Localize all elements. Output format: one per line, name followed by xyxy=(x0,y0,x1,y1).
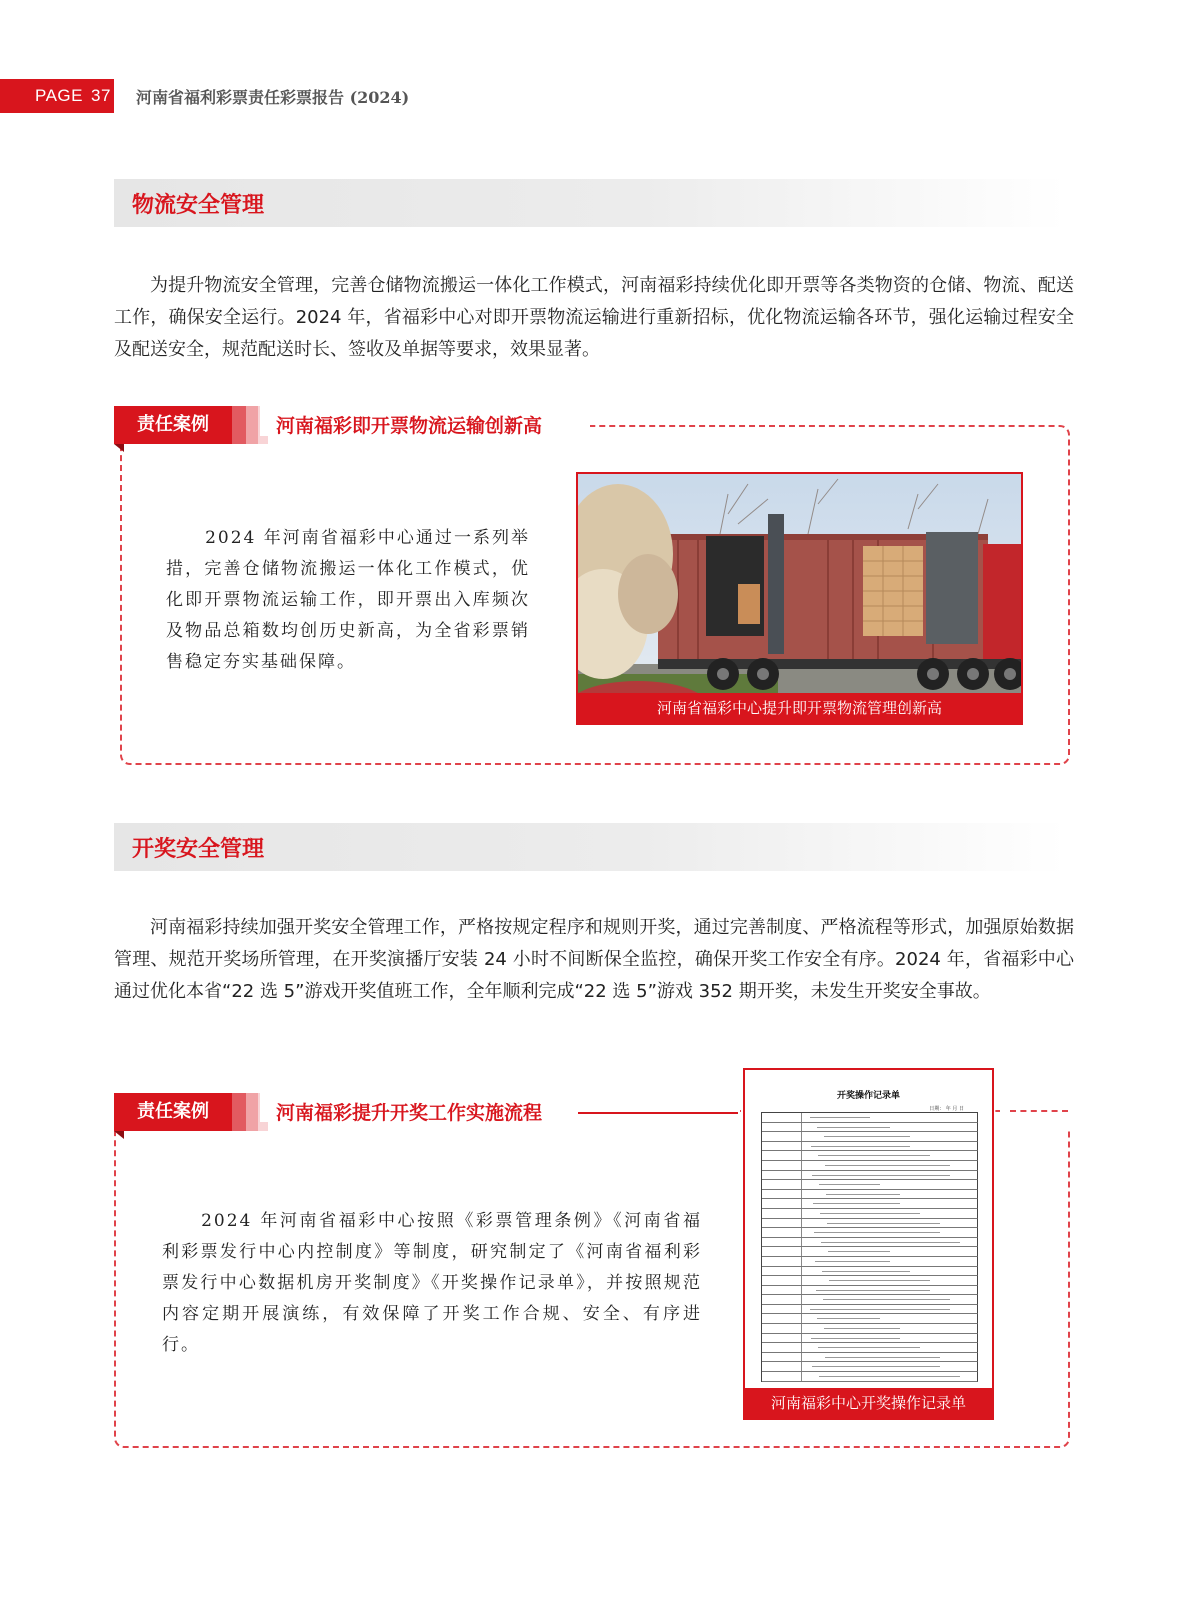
doc-row xyxy=(762,1123,978,1133)
section-title: 开奖安全管理 xyxy=(132,837,265,862)
doc-table xyxy=(761,1112,978,1382)
doc-row xyxy=(762,1209,978,1219)
truck-image xyxy=(578,474,1023,725)
doc-date: 日期： 年 月 日 xyxy=(929,1106,964,1112)
page-number-tab xyxy=(0,79,114,113)
doc-row xyxy=(762,1324,978,1334)
case-text: 2024 年河南省福彩中心通过一系列举措，完善仓储物流搬运一体化工作模式，优化即开票物流运输工作，即开票出入库频次及物品总箱数均创历史新高，为全省彩票销售稳定夯实基础保障。 xyxy=(166,528,530,672)
doc-row xyxy=(762,1267,978,1277)
doc-row xyxy=(762,1219,978,1229)
doc-row xyxy=(762,1161,978,1171)
doc-row xyxy=(762,1334,978,1344)
case-badge xyxy=(114,1093,274,1131)
title-rule xyxy=(578,1112,738,1114)
doc-row xyxy=(762,1142,978,1152)
doc-row xyxy=(762,1151,978,1161)
report-title: 河南省福利彩票责任彩票报告 (2024) xyxy=(136,88,410,107)
doc-row xyxy=(762,1305,978,1315)
section-paragraph-draw: 河南福彩持续加强开奖安全管理工作，严格按规定程序和规则开奖，通过完善制度、严格流程等形式，加强原始数据管理、规范开奖场所管理，在开奖演播厅安装 24 小时不间断保全监控，确保开奖工作安全有序。2024 年，省福彩中心通过优化本省“22 选 5”游戏开奖值班工作，全年顺利完成“22 选 5”游戏 352 期开奖，未发生开奖安全事故。 xyxy=(114,917,1074,1002)
doc-row xyxy=(762,1372,978,1382)
doc-row xyxy=(762,1295,978,1305)
doc-row xyxy=(762,1171,978,1181)
doc-row xyxy=(762,1238,978,1248)
doc-row xyxy=(762,1343,978,1353)
doc-row xyxy=(762,1199,978,1209)
doc-row xyxy=(762,1132,978,1142)
case-badge-label: 责任案例 xyxy=(114,406,232,444)
doc-row xyxy=(762,1276,978,1286)
doc-row xyxy=(762,1180,978,1190)
doc-row xyxy=(762,1353,978,1363)
truck-photo xyxy=(576,472,1023,725)
photo-caption: 河南省福彩中心提升即开票物流管理创新高 xyxy=(578,693,1021,723)
section-title: 物流安全管理 xyxy=(132,193,265,218)
case-badge xyxy=(114,406,274,444)
record-sheet-image xyxy=(743,1068,994,1420)
doc-row xyxy=(762,1228,978,1238)
case-badge-label: 责任案例 xyxy=(114,1093,232,1131)
section-header-logistics xyxy=(114,179,1066,227)
doc-row xyxy=(762,1247,978,1257)
doc-row xyxy=(762,1362,978,1372)
doc-row xyxy=(762,1113,978,1123)
page-label: PAGE xyxy=(35,86,83,105)
case-title: 河南福彩提升开奖工作实施流程 xyxy=(276,1102,543,1124)
section-header-draw xyxy=(114,823,1066,871)
page-number: 37 xyxy=(90,86,111,105)
case-title: 河南福彩即开票物流运输创新高 xyxy=(276,415,543,437)
case-text: 2024 年河南省福彩中心按照《彩票管理条例》《河南省福利彩票发行中心内控制度》等制度，研究制定了《河南省福利彩票发行中心数据机房开奖制度》《开奖操作记录单》，并按照规范内容定期开展演练，有效保障了开奖工作合规、安全、有序进行。 xyxy=(162,1211,702,1355)
doc-title: 开奖操作记录单 xyxy=(836,1091,900,1101)
doc-row xyxy=(762,1286,978,1296)
doc-row xyxy=(762,1190,978,1200)
section-paragraph-logistics: 为提升物流安全管理，完善仓储物流搬运一体化工作模式，河南福彩持续优化即开票等各类物资的仓储、物流、配送工作，确保安全运行。2024 年，省福彩中心对即开票物流运输进行重新招标，优化物流运输各环节，强化运输过程安全及配送安全，规范配送时长、签收及单据等要求，效果显著。 xyxy=(114,275,1074,360)
doc-row xyxy=(762,1314,978,1324)
title-rule-dashed xyxy=(1010,1110,1068,1112)
doc-row xyxy=(762,1257,978,1267)
doc-caption: 河南福彩中心开奖操作记录单 xyxy=(745,1388,992,1418)
